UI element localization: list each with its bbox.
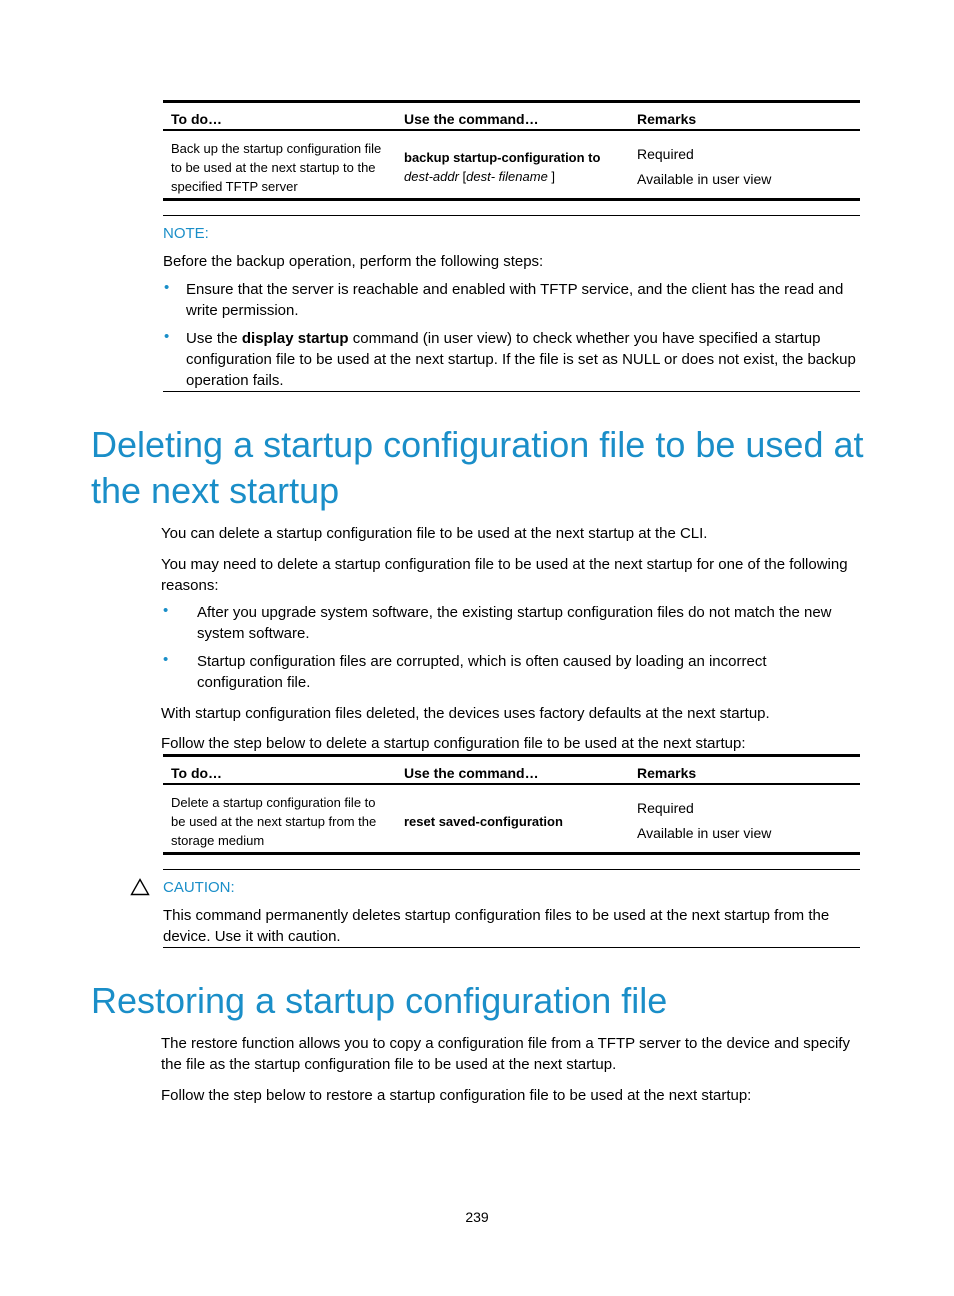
- table1-command-arg1: dest-addr: [404, 169, 459, 184]
- note-top-rule: [163, 215, 860, 216]
- table1-command-keyword: backup startup-configuration to: [404, 150, 601, 165]
- table2-remarks: [629, 790, 860, 852]
- note-bullet-1: Ensure that the server is reachable and enabled with TFTP service, and the client has the read and write permission.: [186, 281, 844, 319]
- section1-bullet-2: Startup configuration files are corrupted, which is often caused by loading an incorrect configuration file.: [197, 653, 767, 691]
- caution-icon: [130, 878, 150, 896]
- table2-header-rule: [163, 783, 860, 785]
- section1-para-2: You may need to delete a startup configuration file to be used at the next startup for one of the following reasons:: [161, 556, 848, 594]
- table2-header-remarks: Remarks: [637, 765, 697, 781]
- table1-command: [396, 136, 629, 198]
- table1-header-command: Use the command…: [404, 111, 539, 127]
- table2-header-todo: To do…: [171, 765, 223, 781]
- note-intro: Before the backup operation, perform the following steps:: [163, 253, 544, 270]
- table1-bottom-rule: [163, 198, 860, 201]
- section1-bullet-1: After you upgrade system software, the existing startup configuration files do not match the new system software.: [197, 604, 832, 642]
- table-row: [163, 790, 860, 852]
- table1-remarks: [629, 136, 860, 198]
- table2-bottom-rule: [163, 852, 860, 855]
- heading-line-2: the next startup: [91, 470, 340, 511]
- page-number: 239: [465, 1209, 489, 1225]
- table2-task: Delete a startup configuration file to be used at the next startup from the storage medium: [171, 794, 377, 848]
- bullet-icon: •: [164, 328, 170, 345]
- caution-label: CAUTION:: [163, 879, 235, 896]
- section2-para-1: The restore function allows you to copy a configuration file from a TFTP server to the device and specify the file as the startup configuration file to be used at the next startup.: [161, 1035, 850, 1073]
- table1-task: Back up the startup configuration file to be used at the next startup to the specified TFTP server: [171, 140, 382, 194]
- note-bullet-2: [186, 328, 858, 391]
- table2-remark-required: Required: [637, 800, 694, 816]
- table1-top-rule: [163, 100, 860, 103]
- table2-top-rule: [163, 754, 860, 757]
- table1-command-bracket-close: ]: [547, 169, 556, 184]
- caution-text: This command permanently deletes startup configuration files to be used at the next startup from the device. Use it with caution.: [163, 907, 830, 945]
- section2-para-2: Follow the step below to restore a startup configuration file to be used at the next startup:: [161, 1087, 752, 1104]
- note-bottom-rule: [163, 391, 860, 392]
- section-heading-deleting: [91, 422, 911, 514]
- table1-command-arg2: dest- filename: [466, 169, 548, 184]
- note-bullet-2-post: command (in user view) to check whether you have specified a startup configuration file to be used at the next startup. If the file is set as NULL or does not exist, the backup operation fails.: [186, 330, 856, 389]
- note-bullet-2-pre: Use the: [186, 330, 242, 347]
- note-bullet-2-command: display startup: [241, 330, 349, 347]
- table2-body: [163, 790, 860, 852]
- table1-header-remarks: Remarks: [637, 111, 697, 127]
- table2-header-command: Use the command…: [404, 765, 539, 781]
- table1-body: [163, 136, 860, 198]
- table1-remark-view: Available in user view: [637, 171, 772, 187]
- section-heading-restoring: Restoring a startup configuration file: [91, 980, 668, 1021]
- bullet-icon: •: [163, 602, 169, 619]
- table2-command: reset saved-configuration: [404, 813, 563, 829]
- table1-header-todo: To do…: [171, 111, 223, 127]
- bullet-icon: •: [163, 651, 169, 668]
- table1-command-bracket-open: [: [458, 169, 467, 184]
- heading-line-1: Deleting a startup configuration file to be used at: [91, 424, 864, 465]
- section1-para-1: You can delete a startup configuration file to be used at the next startup at the CLI.: [161, 525, 708, 542]
- table1-remark-required: Required: [637, 146, 694, 162]
- caution-top-rule: [163, 869, 860, 870]
- section1-para-3: With startup configuration files deleted, the devices uses factory defaults at the next startup.: [161, 705, 770, 722]
- section1-para-4: Follow the step below to delete a startup configuration file to be used at the next startup:: [161, 735, 746, 752]
- table2-remark-view: Available in user view: [637, 825, 772, 841]
- bullet-icon: •: [164, 279, 170, 296]
- caution-bottom-rule: [163, 947, 860, 948]
- table-row: [163, 136, 860, 198]
- note-label: NOTE:: [163, 225, 209, 242]
- table1-header-rule: [163, 129, 860, 131]
